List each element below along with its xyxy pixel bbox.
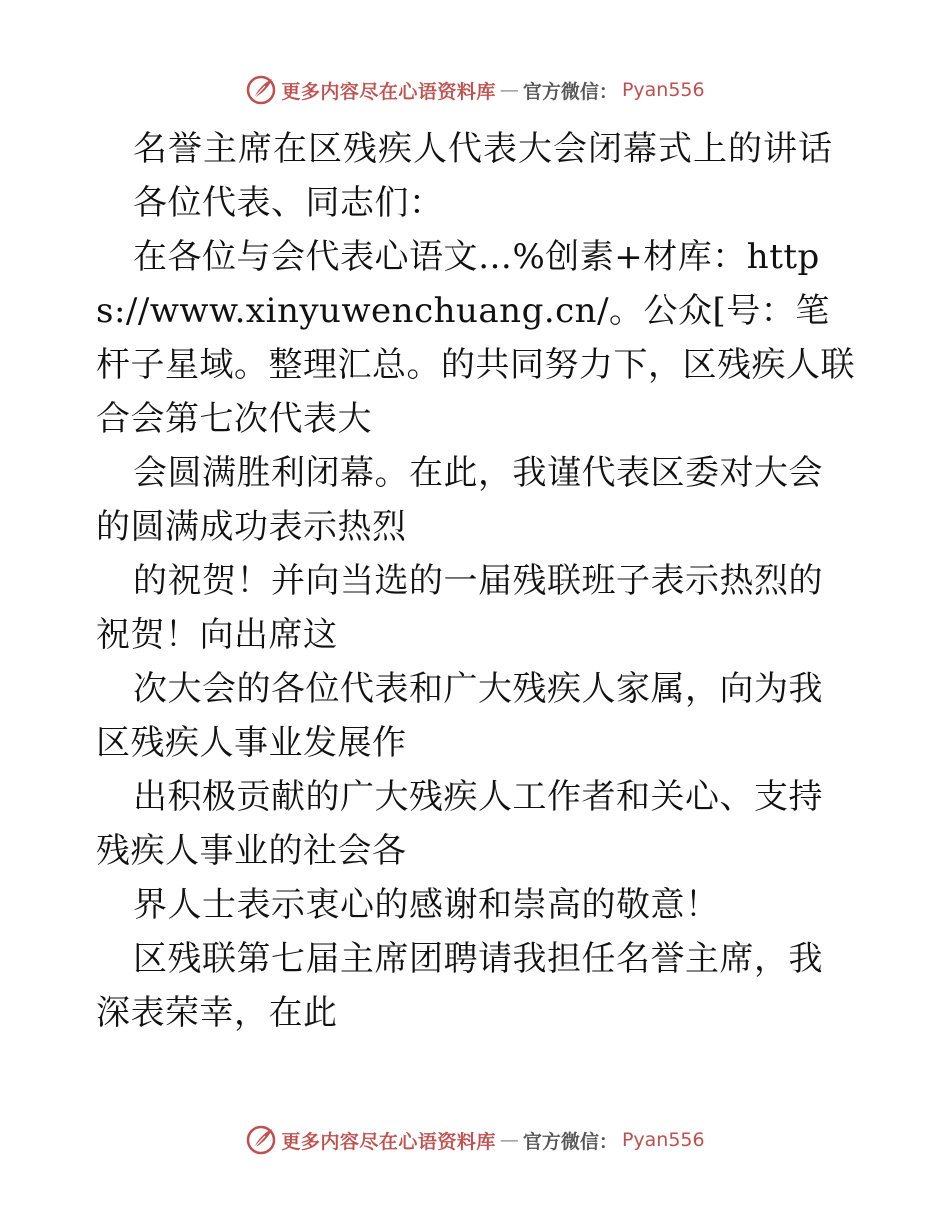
banner-slogan: 更多内容尽在心语资料库 bbox=[281, 80, 496, 103]
footer-banner bbox=[0, 1122, 950, 1158]
paragraph: 区残联第七届主席团聘请我担任名誉主席，我深表荣幸，在此 bbox=[96, 939, 823, 1033]
feather-pen-circle-icon bbox=[245, 1124, 277, 1156]
paragraph: 界人士表示衷心的感谢和崇高的敬意！ bbox=[133, 885, 720, 925]
paragraph: 会圆满胜利闭幕。在此，我谨代表区委对大会的圆满成功表示热烈 bbox=[96, 453, 823, 547]
feather-pen-circle-icon bbox=[245, 74, 277, 106]
paragraph: 在各位与会代表心语文…%创素+材库：https://www.xinyuwenchuang.cn/。公众[号：笔杆子星域。整理汇总。的共同努力下，区残疾人联合会第七次代表大 bbox=[96, 237, 855, 439]
paragraph: 出积极贡献的广大残疾人工作者和关心、支持残疾人事业的社会各 bbox=[96, 777, 823, 871]
banner-wechat-id: Pyan556 bbox=[621, 79, 705, 101]
document-body bbox=[96, 122, 856, 1040]
paragraph: 次大会的各位代表和广大残疾人家属，向为我区残疾人事业发展作 bbox=[96, 669, 823, 763]
document-title: 名誉主席在区残疾人代表大会闭幕式上的讲话 bbox=[133, 129, 833, 169]
banner-separator: — bbox=[499, 1129, 519, 1151]
banner-wechat-label: 官方微信： bbox=[522, 80, 618, 103]
banner-wechat-id: Pyan556 bbox=[621, 1129, 705, 1151]
paragraph: 各位代表、同志们： bbox=[133, 183, 444, 223]
banner-wechat-label: 官方微信： bbox=[522, 1130, 618, 1153]
header-banner bbox=[0, 72, 950, 108]
banner-separator: — bbox=[499, 79, 519, 101]
paragraph: 的祝贺！并向当选的一届残联班子表示热烈的祝贺！向出席这 bbox=[96, 561, 823, 655]
banner-slogan: 更多内容尽在心语资料库 bbox=[281, 1130, 496, 1153]
